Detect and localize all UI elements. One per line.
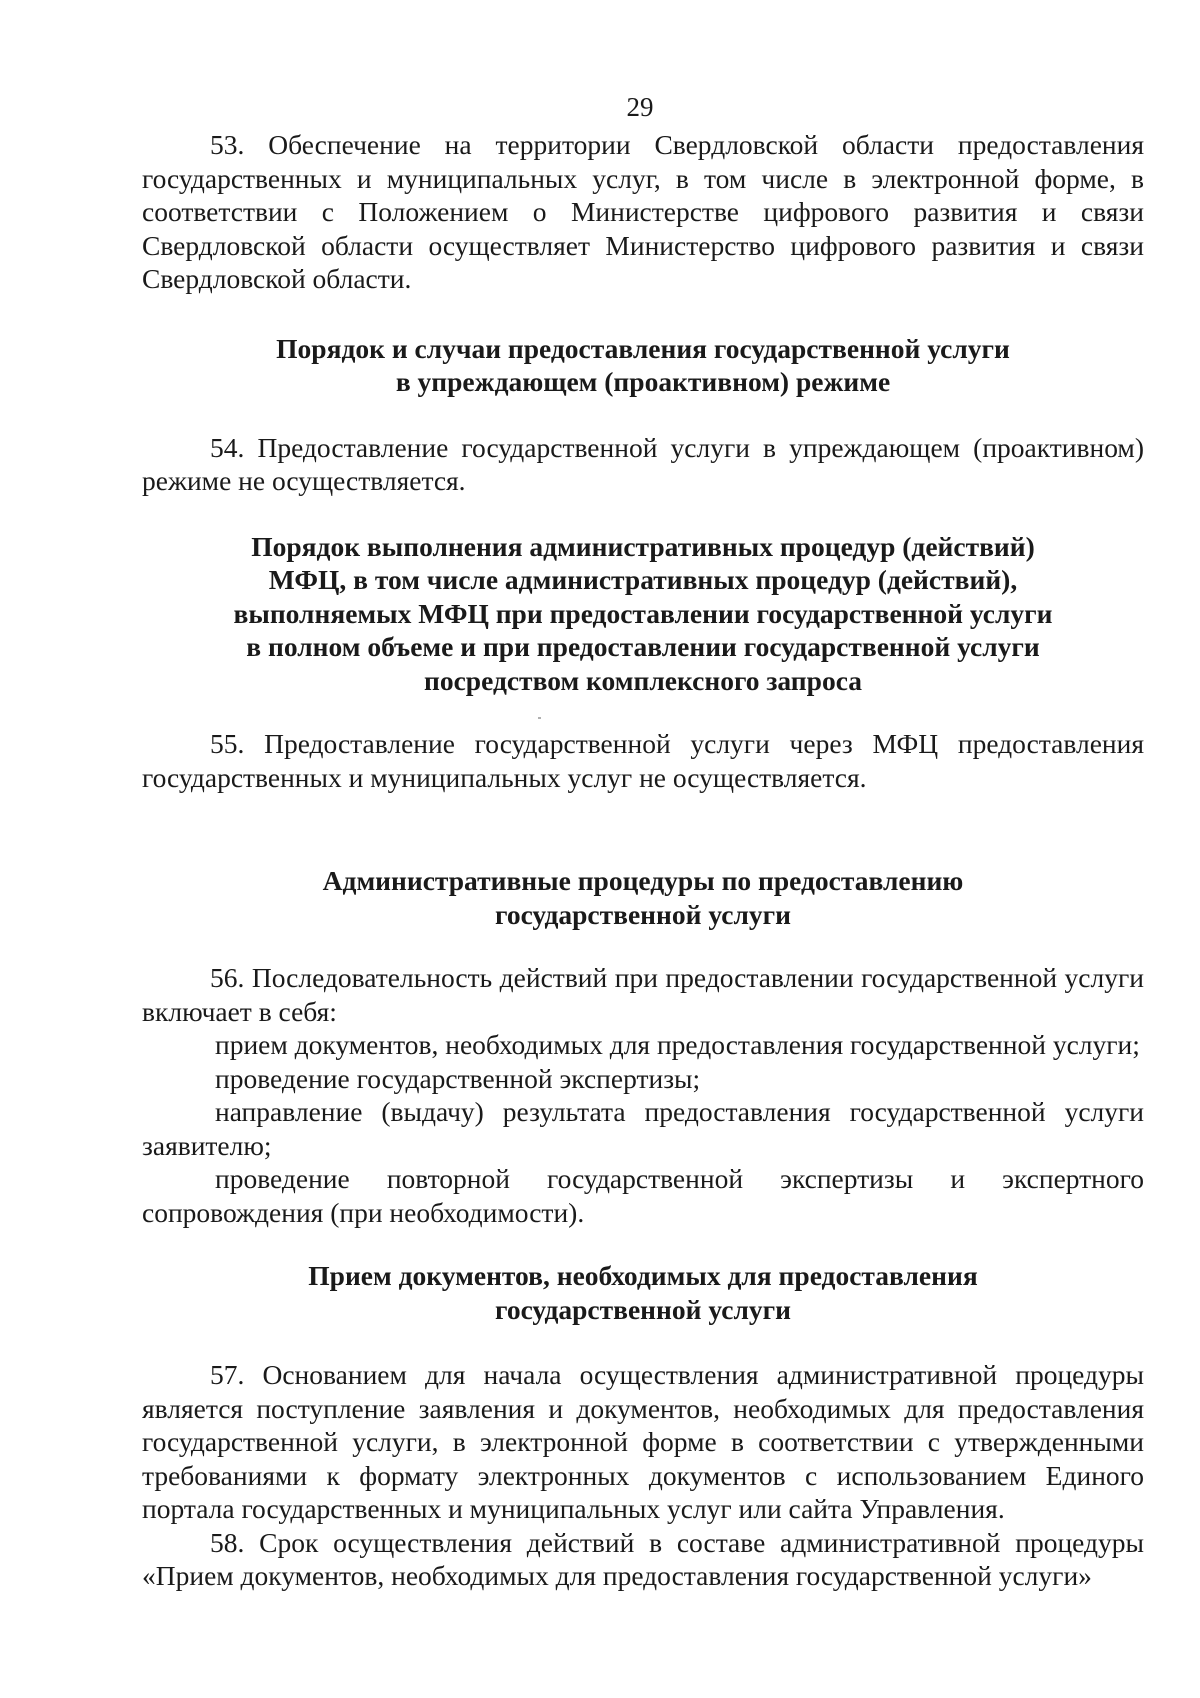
list-item: проведение повторной государственной экспертизы и экспертного сопровождения (при необходимости).	[142, 1163, 1144, 1228]
heading-mfc-line-1: Порядок выполнения административных процедур (действий)	[251, 530, 1035, 562]
paragraph-53: 53. Обеспечение на территории Свердловской области предоставления государственных и муниципальных услуг, в том числе в электронной форме, в соответствии с Положением о Министерстве цифрового развития и связи Свердловской области осуществляет Министерство цифрового развития и связи Свердловской области.	[142, 129, 1144, 294]
heading-proactive-line-2: в упреждающем (проактивном) режиме	[395, 366, 891, 397]
paragraph-57: 57. Основанием для начала осуществления административной процедуры является поступление заявления и документов, необходимых для предоставления государственной услуги, в электронной форме в соответствии с утвержденными требованиями к формату электронных документов с использованием Единого портала государственных и муниципальных услуг или сайта Управления.	[142, 1359, 1144, 1524]
heading-receive-line-2: государственной услуги	[495, 1293, 791, 1325]
heading-mfc-line-4: в полном объеме и при предоставлении государственной услуги	[246, 631, 1040, 662]
heading-admin-line-1: Административные процедуры по предоставлению	[322, 865, 964, 896]
list-item: проведение государственной экспертизы;	[215, 1062, 701, 1094]
heading-receive-line-1: Прием документов, необходимых для предоставления	[308, 1260, 978, 1291]
heading-mfc-line-5: посредством комплексного запроса	[424, 664, 862, 696]
paragraph-56: 56. Последовательность действий при предоставлении государственной услуги включает в себя:	[142, 962, 1144, 1027]
document-body	[142, 128, 1144, 1593]
heading-proactive-line-1: Порядок и случаи предоставления государственной услуги	[276, 332, 1010, 364]
heading-admin-line-2: государственной услуги	[495, 898, 791, 930]
paragraph-54: 54. Предоставление государственной услуги в упреждающем (проактивном) режиме не осуществляется.	[142, 431, 1144, 496]
paragraph-55: 55. Предоставление государственной услуги через МФЦ предоставления государственных и муниципальных услуг не осуществляется.	[142, 728, 1144, 793]
list-item: прием документов, необходимых для предоставления государственной услуги;	[215, 1029, 1140, 1060]
paragraph-58: 58. Срок осуществления действий в составе административной процедуры «Прием документов, необходимых для предоставления государственной услуги»	[142, 1526, 1144, 1591]
page-number: 29	[626, 92, 654, 122]
heading-mfc-line-2: МФЦ, в том числе административных процедур (действий),	[268, 564, 1018, 595]
list-item: направление (выдачу) результата предоставления государственной услуги заявителю;	[142, 1096, 1144, 1161]
heading-mfc-line-3: выполняемых МФЦ при предоставлении государственной услуги	[233, 597, 1053, 629]
